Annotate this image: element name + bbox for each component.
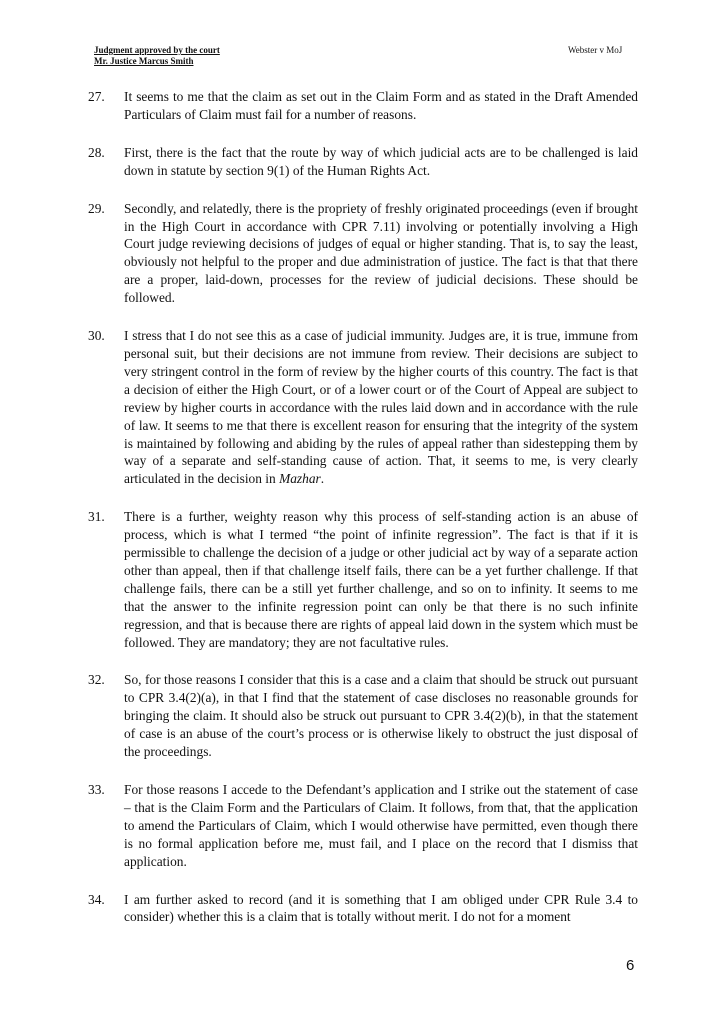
paragraph-33 xyxy=(88,781,638,871)
paragraph-number: 31. xyxy=(88,509,105,525)
paragraph-number: 32. xyxy=(88,672,105,688)
paragraph-number: 33. xyxy=(88,782,105,797)
header-case-name: Webster v MoJ xyxy=(568,45,623,55)
paragraph-text: For those reasons I accede to the Defendant’s application and I strike out the statement of case – that is the Claim Form and the Particulars of Claim. It follows, from that, that the application to amend the Particulars of Claim, which I would otherwise have permitted, even though there is no formal application before me, must fail, and I place on the record that I dismiss that application. xyxy=(124,782,638,869)
case-citation-mazhar: Mazhar xyxy=(279,471,321,487)
paragraph-number: 27. xyxy=(88,89,105,104)
paragraph-34 xyxy=(88,891,638,927)
paragraph-text: Secondly, and relatedly, there is the propriety of freshly originated proceedings (even if brought in the High Court in accordance with CPR 7.11) involving or potentially involving a High Court judge reviewing decisions of judges of equal or higher standing. That is, to say the least, obviously not helpful to the proper and due administration of justice. The fact is that that there are a proper, laid-down, processes for the review of judicial decisions. These should be followed. xyxy=(124,200,638,306)
paragraph-text-main: I stress that I do not see this as a case of judicial immunity. Judges are, it is true, immune from personal suit, but their decisions are not immune from review. Their decisions are subject to very stringent control in the form of review by the higher courts of this country. The fact is that a decision of either the High Court, or of a lower court or of the Court of Appeal are subject to review by higher courts in accordance with the rules laid down and in accordance with the rule of law. It seems to me that there is excellent reason for ensuring that the integrity of the system is maintained by following and abiding by the rules of appeal rather than sidestepping them by way of a separate and self-standing cause of action. That, it seems to me, is very clearly articulated in the decision in xyxy=(124,328,638,487)
paragraph-27 xyxy=(88,88,638,124)
paragraph-number: 29. xyxy=(88,200,105,216)
header-judgment-status: Judgment approved by the court xyxy=(94,45,220,55)
paragraph-text: I am further asked to record (and it is something that I am obliged under CPR Rule 3.4 to consider) whether this is a claim that is totally without merit. I do not for a moment xyxy=(124,891,638,925)
running-header-left xyxy=(94,45,220,67)
paragraph-text: There is a further, weighty reason why this process of self-standing action is an abuse of process, which is what I termed “the point of infinite regression”. The fact is that if it is permissible to challenge the decision of a judge or other judicial act by way of a separate action other than appeal, then if that challenge itself fails, there can be a yet further challenge. If that challenge fails, there can be a still yet further challenge, and so on to infinity. It seems to me that the answer to the infinite regression point can only be that there is no such infinite regression, and that is because there are rights of appeal laid down in the system which must be followed. They are mandatory; they are not facultative rules. xyxy=(124,509,638,650)
paragraph-text: It seems to me that the claim as set out in the Claim Form and as stated in the Draft Amended Particulars of Claim must fail for a number of reasons. xyxy=(124,89,638,122)
paragraph-text xyxy=(124,327,638,488)
header-judge-name: Mr. Justice Marcus Smith xyxy=(94,56,194,66)
paragraph-text: So, for those reasons I consider that this is a case and a claim that should be struck out pursuant to CPR 3.4(2)(a), in that I find that the statement of case discloses no reasonable grounds for bringing the claim. It should also be struck out pursuant to CPR 3.4(2)(b), in that the statement of case is an abuse of the court’s process or is otherwise likely to obstruct the just disposal of the proceedings. xyxy=(124,672,638,760)
paragraph-text-tail: . xyxy=(320,471,325,487)
paragraph-29 xyxy=(88,200,638,307)
judgment-body xyxy=(88,88,638,946)
page-number: 6 xyxy=(626,957,635,974)
paragraph-text: First, there is the fact that the route by way of which judicial acts are to be challenged is laid down in statute by section 9(1) of the Human Rights Act. xyxy=(124,144,638,178)
paragraph-30 xyxy=(88,327,638,488)
paragraph-28 xyxy=(88,144,638,180)
paragraph-number: 34. xyxy=(88,891,105,907)
paragraph-32 xyxy=(88,671,638,761)
paragraph-number: 30. xyxy=(88,328,105,344)
paragraph-31 xyxy=(88,508,638,651)
paragraph-number: 28. xyxy=(88,144,105,160)
